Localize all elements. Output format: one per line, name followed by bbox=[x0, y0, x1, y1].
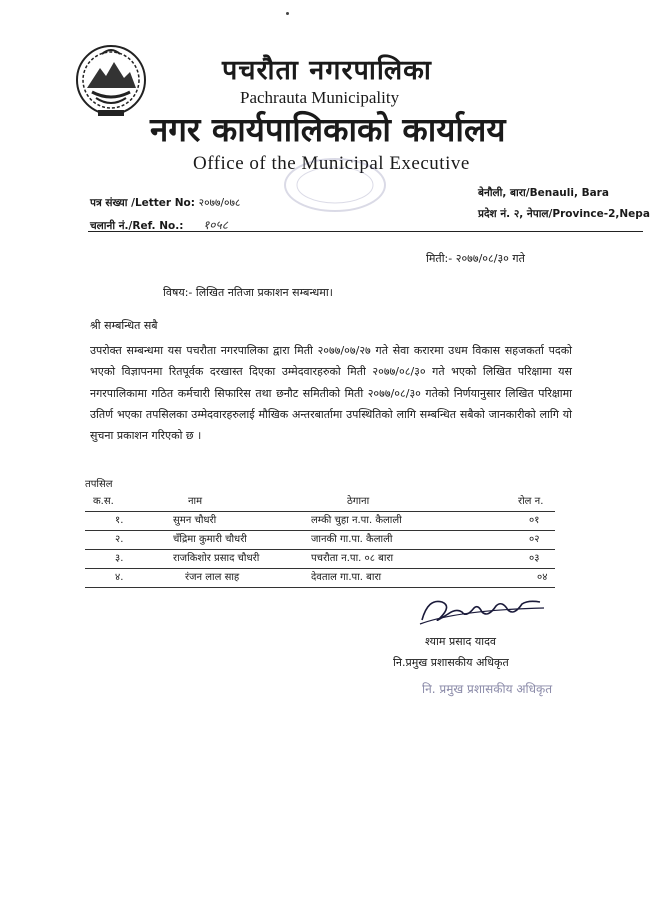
row-serial: १. bbox=[115, 515, 124, 526]
designation-stamp: नि. प्रमुख प्रशासकीय अधिकृत bbox=[422, 682, 553, 696]
letter-no-value: २०७७/०७८ bbox=[198, 197, 241, 209]
col-header-roll: रोल न. bbox=[518, 496, 544, 507]
col-header-serial: क.स. bbox=[93, 496, 114, 507]
address-line-2: प्रदेश नं. २, नेपाल/Province-2,Nepa bbox=[478, 208, 650, 220]
row-address: देवताल गा.पा. बारा bbox=[311, 572, 382, 583]
office-seal-stamp bbox=[280, 155, 390, 215]
ref-no-label: चलानी नं./Ref. No.: bbox=[90, 220, 184, 232]
row-serial: ४. bbox=[115, 572, 124, 583]
office-name-english: Office of the Municipal Executive bbox=[193, 153, 470, 174]
row-roll: ०१ bbox=[529, 515, 540, 526]
table-caption-row bbox=[85, 476, 565, 494]
table-row bbox=[85, 550, 555, 569]
row-serial: २. bbox=[115, 534, 124, 545]
nepal-emblem-icon bbox=[72, 40, 150, 122]
letter-no-label: पत्र संख्या /Letter No: bbox=[90, 197, 195, 209]
letter-body: उपरोक्त सम्बन्धमा यस पचरौता नगरपालिका द्वारा मिती २०७७/०७/२७ गते सेवा करारमा उधम विकास सहजकर्ता पदको भएको विज्ञापनमा रितपूर्वक दरखास्त दिएका उम्मेदवारहरुको मिती २०७७/०८/३० गते भएको लिखित परिक्षामा यस नगरपालिकामा गठित कर्मचारी सिफारिस तथा छनौट समितीको मिती २०७७/०८/३० गतेको निर्णयानुसार लिखित परिक्षामा उतिर्ण भएका तपसिलका उम्मेदवारहरुलाई मौखिक अन्तरबार्तामा उपस्थितिको लागि सम्बन्धित सबैको जानकारीको लागि यो सुचना प्रकाशन गरिएको छ । bbox=[90, 344, 572, 443]
header-divider bbox=[88, 231, 643, 232]
address-line-1: बेनौली, बारा/Benauli, Bara bbox=[478, 187, 609, 199]
row-name: सुमन चौधरी bbox=[173, 515, 217, 526]
row-address: पचरौता न.पा. ०८ बारा bbox=[311, 553, 394, 564]
table-caption: तपसिल bbox=[85, 479, 113, 490]
signatory-title: नि.प्रमुख प्रशासकीय अधिकृत bbox=[393, 656, 509, 669]
row-name: चँद्रिमा कुमारी चौधरी bbox=[173, 534, 247, 545]
scan-speck bbox=[286, 12, 289, 15]
office-name-nepali: नगर कार्यपालिकाको कार्यालय bbox=[150, 110, 506, 149]
row-roll: ०४ bbox=[537, 572, 548, 583]
handwritten-signature bbox=[418, 590, 548, 630]
table-row bbox=[85, 512, 555, 531]
table-row bbox=[85, 531, 555, 550]
table-row bbox=[85, 569, 555, 588]
row-roll: ०२ bbox=[529, 534, 540, 545]
row-name: रंजन लाल साह bbox=[185, 572, 240, 583]
row-address: लम्की चुहा न.पा. कैलाली bbox=[311, 515, 402, 526]
row-roll: ०३ bbox=[529, 553, 540, 564]
row-serial: ३. bbox=[115, 553, 124, 564]
col-header-name: नाम bbox=[188, 496, 203, 507]
signatory-name: श्याम प्रसाद यादव bbox=[425, 635, 497, 648]
letter-date: मिती:- २०७७/०८/३० गते bbox=[426, 252, 525, 265]
ref-no-value: १०५८ bbox=[203, 218, 229, 232]
table-header-row bbox=[85, 493, 555, 512]
row-address: जानकी गा.पा. कैलाली bbox=[311, 534, 393, 545]
col-header-address: ठेगाना bbox=[347, 496, 370, 507]
municipality-name-english: Pachrauta Municipality bbox=[240, 88, 400, 107]
row-name: राजकिशोर प्रसाद चौधरी bbox=[173, 553, 260, 564]
municipality-name-nepali: पचरौता नगरपालिका bbox=[222, 55, 432, 86]
salutation: श्री सम्बन्धित सबै bbox=[90, 319, 158, 332]
subject-line: विषय:- लिखित नतिजा प्रकाशन सम्बन्धमा। bbox=[163, 286, 333, 299]
letter-no-line bbox=[90, 196, 240, 210]
